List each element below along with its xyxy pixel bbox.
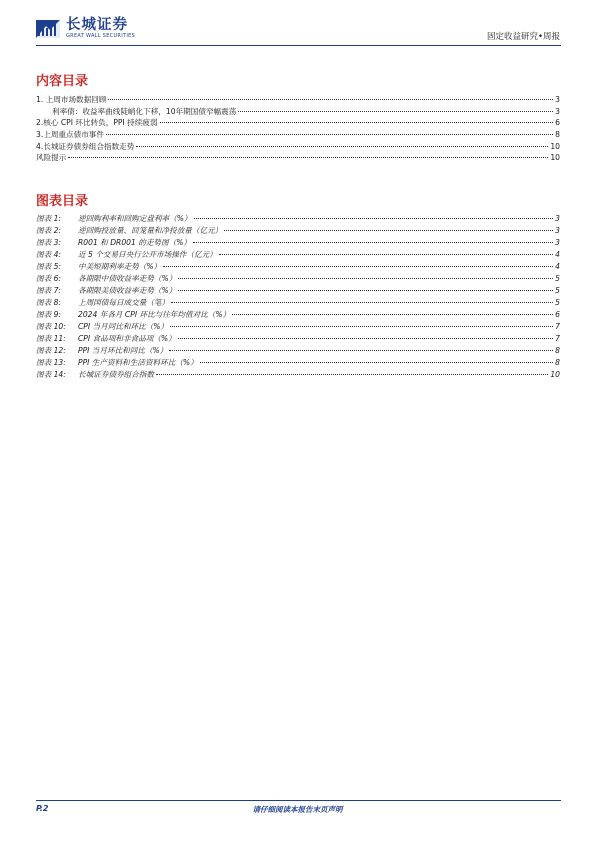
toc-entry-label: 2.核心 CPI 环比转负，PPI 持续疲弱 xyxy=(36,118,158,128)
figure-entry-page: 3 xyxy=(555,226,560,235)
figure-entry-label: 逆回购利率和回购定盘利率（%） xyxy=(78,214,192,223)
toc-leader-dots xyxy=(108,99,553,100)
figure-entry-page: 8 xyxy=(555,358,560,367)
figure-entry[interactable] xyxy=(36,345,560,357)
logo-english-name: GREAT WALL SECURITIES xyxy=(66,32,136,39)
page-number: P.2 xyxy=(36,804,49,813)
figure-entry-page: 5 xyxy=(555,298,560,307)
figure-entry-page: 4 xyxy=(555,262,560,271)
figure-entry-label: 逆回购投放量、回笼量和净投放量（亿元） xyxy=(78,226,223,235)
figure-leader-dots xyxy=(194,218,554,219)
figure-leader-dots xyxy=(178,290,553,291)
toc-leader-dots xyxy=(106,134,553,135)
figure-entry-number: 图表 9: xyxy=(36,310,61,319)
figure-entry-number: 图表 12: xyxy=(36,346,66,355)
figure-entry-number: 图表 14: xyxy=(36,370,66,379)
figure-entry-label: 长城证券债券组合指数 xyxy=(78,370,154,379)
header-divider xyxy=(36,45,561,46)
figure-entry[interactable] xyxy=(36,273,560,285)
figure-entry-label: 各期限中债收益率走势（%） xyxy=(78,274,177,283)
toc-leader-dots xyxy=(238,111,553,112)
toc-entry-label: 3.上周重点债市事件 xyxy=(36,130,104,140)
company-logo xyxy=(36,16,135,40)
figure-entry[interactable] xyxy=(36,213,560,225)
figure-entry-page: 8 xyxy=(555,346,560,355)
figure-leader-dots xyxy=(170,326,553,327)
figure-entry-label: R001 和 DR001 的走势图（%） xyxy=(78,238,192,247)
figure-entry[interactable] xyxy=(36,261,560,273)
toc-entry[interactable] xyxy=(36,106,560,118)
figure-leader-dots xyxy=(171,302,553,303)
figure-entry-page: 10 xyxy=(550,370,560,379)
disclaimer-note: 请仔细阅读本报告末页声明 xyxy=(252,805,343,814)
figure-entry-page: 7 xyxy=(555,334,560,343)
figures-list xyxy=(36,213,560,381)
toc-entry-label: 1. 上周市场数据回顾 xyxy=(36,95,107,104)
toc-entry-page: 10 xyxy=(550,141,560,151)
figure-entry-label: 上周国债每日成交量（笔） xyxy=(78,298,170,307)
toc-entry[interactable] xyxy=(36,94,560,106)
toc-entry[interactable] xyxy=(36,129,560,141)
contents-title: 内容目录 xyxy=(36,74,89,89)
figure-entry[interactable] xyxy=(36,333,560,345)
figure-leader-dots xyxy=(163,266,553,267)
page-header xyxy=(36,14,560,46)
great-wall-logo-icon xyxy=(36,16,62,40)
toc-entry-page: 3 xyxy=(555,106,560,116)
figure-entry[interactable] xyxy=(36,285,560,297)
figure-leader-dots xyxy=(224,230,553,231)
figure-entry-page: 6 xyxy=(555,310,560,319)
figure-entry-label: PPI 生产资料和生活资料环比（%） xyxy=(78,358,198,367)
figure-leader-dots xyxy=(178,338,553,339)
figure-entry[interactable] xyxy=(36,357,560,369)
figure-entry-number: 图表 5: xyxy=(36,262,61,271)
toc-entry-page: 6 xyxy=(555,118,560,128)
figure-entry[interactable] xyxy=(36,369,560,381)
figure-entry-label: 中美短期利率走势（%） xyxy=(78,262,162,271)
figure-leader-dots xyxy=(219,254,553,255)
toc-entry-page: 3 xyxy=(555,95,560,104)
figure-entry[interactable] xyxy=(36,225,560,237)
figure-entry-number: 图表 11: xyxy=(36,334,66,343)
figures-title: 图表目录 xyxy=(36,194,89,209)
contents-list xyxy=(36,94,560,164)
figure-entry-label: CPI 食品项和非食品项（%） xyxy=(78,334,176,343)
toc-entry-label: 风险提示 xyxy=(36,153,67,163)
figure-entry-page: 5 xyxy=(555,286,560,295)
figure-entry-number: 图表 4: xyxy=(36,250,61,259)
toc-entry[interactable] xyxy=(36,152,560,164)
figure-entry[interactable] xyxy=(36,321,560,333)
figure-entry-number: 图表 2: xyxy=(36,226,61,235)
figure-entry-label: PPI 当月环比和同比（%） xyxy=(78,346,168,355)
toc-entry[interactable] xyxy=(36,141,560,153)
figure-leader-dots xyxy=(232,314,553,315)
figure-entry-page: 3 xyxy=(555,214,560,223)
toc-entry-page: 8 xyxy=(555,130,560,140)
figure-entry-label: 近 5 个交易日央行公开市场操作（亿元） xyxy=(78,250,217,259)
figure-entry-number: 图表 10: xyxy=(36,322,66,331)
figure-leader-dots xyxy=(200,362,553,363)
toc-entry[interactable] xyxy=(36,117,560,129)
figure-entry-label: CPI 当月同比和环比（%） xyxy=(78,322,169,331)
logo-chinese-name: 长城证券 xyxy=(66,15,128,33)
toc-leader-dots xyxy=(68,157,548,158)
figure-entry-number: 图表 7: xyxy=(36,286,61,295)
toc-leader-dots xyxy=(160,122,554,123)
toc-entry-page: 10 xyxy=(550,153,560,163)
figure-entry-number: 图表 1: xyxy=(36,214,61,223)
report-category: 固定收益研究•周报 xyxy=(486,32,560,42)
toc-leader-dots xyxy=(136,146,548,147)
figure-leader-dots xyxy=(156,374,548,375)
figure-entry[interactable] xyxy=(36,297,560,309)
figure-leader-dots xyxy=(178,278,553,279)
figure-entry-label: 2024 年各月 CPI 环比与往年均值对比（%） xyxy=(78,310,231,319)
figure-entry[interactable] xyxy=(36,249,560,261)
figure-entry-page: 4 xyxy=(555,250,560,259)
figure-entry-number: 图表 3: xyxy=(36,238,61,247)
figure-leader-dots xyxy=(193,242,553,243)
figure-entry-number: 图表 8: xyxy=(36,298,61,307)
figure-entry-number: 图表 13: xyxy=(36,358,66,367)
figure-entry-label: 各期限美债收益率走势（%） xyxy=(78,286,177,295)
toc-entry-label: 利率债：收益率曲线陡峭化下移，10年期国债窄幅震荡 xyxy=(52,106,237,116)
figure-entry-number: 图表 6: xyxy=(36,274,61,283)
toc-entry-label: 4.长城证券债券组合指数走势 xyxy=(36,141,135,151)
figure-entry-page: 3 xyxy=(555,238,560,247)
figure-entry-page: 5 xyxy=(555,274,560,283)
figure-leader-dots xyxy=(169,350,553,351)
figure-entry[interactable] xyxy=(36,237,560,249)
footer-divider xyxy=(36,800,561,801)
figure-entry-page: 7 xyxy=(555,322,560,331)
figure-entry[interactable] xyxy=(36,309,560,321)
